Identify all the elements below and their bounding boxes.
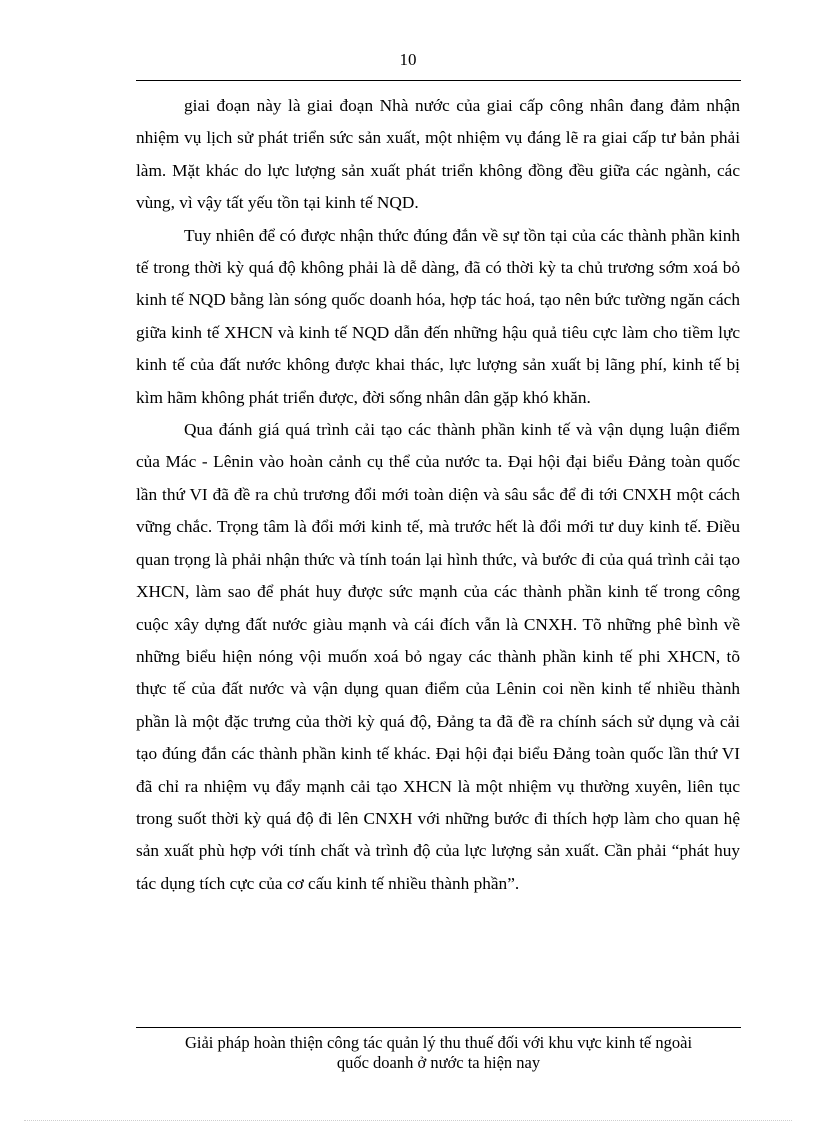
page-number: 10 xyxy=(399,50,417,69)
header-divider xyxy=(136,80,741,81)
paragraph: Tuy nhiên để có được nhận thức đúng đắn về sự tồn tại của các thành phần kinh tế trong thời kỳ quá độ không phải là dễ dàng, đã có thời kỳ ta chủ trương sớm xoá bỏ kinh tế NQD bằng làn sóng quốc doanh hóa, hợp tác hoá, tạo nên bức tường ngăn cách giữa kinh tế XHCN và kinh tế NQD dẫn đến những hậu quả tiêu cực làm cho tiềm lực kinh tế của đất nước không được khai thác, lực lượng sản xuất bị lãng phí, kinh tế bị kìm hãm không phát triển được, đời sống nhân dân gặp khó khăn. xyxy=(136,225,740,407)
footer-divider xyxy=(136,1027,741,1028)
footer-line-1: Giải pháp hoàn thiện công tác quản lý thu thuế đối với khu vực kinh tế ngoài xyxy=(184,1033,693,1052)
paragraph-continuation: giai đoạn này là giai đoạn Nhà nước của giai cấp công nhân đang đảm nhận nhiệm vụ lịch sử phát triển sức sản xuất, một nhiệm vụ đáng lẽ ra giai cấp tư bản phải làm. Mặt khác do lực lượng sản xuất phát triển không đồng đều giữa các ngành, các vùng, vì vậy tất yếu tồn tại kinh tế NQD. xyxy=(136,96,740,213)
page-bottom-edge xyxy=(24,1120,792,1121)
document-body xyxy=(136,90,740,900)
running-footer xyxy=(136,1033,741,1073)
footer-line-2: quốc doanh ở nước ta hiện nay xyxy=(336,1053,541,1072)
paragraph: Qua đánh giá quá trình cải tạo các thành phần kinh tế và vận dụng luận điểm của Mác - Lênin vào hoàn cảnh cụ thể của nước ta. Đại hội đại biểu Đảng toàn quốc lần thứ VI đã đề ra chủ trương đổi mới toàn diện và sâu sắc để đi tới CNXH một cách vững chắc. Trọng tâm là đổi mới kinh tế, mà trước hết là đổi mới tư duy kinh tế. Điều quan trọng là phải nhận thức và tính toán lại hình thức, và bước đi của quá trình cải tạo XHCN, làm sao để phát huy được sức mạnh của các thành phần kinh tế trong công cuộc xây dựng đất nước giàu mạnh và cái đích vẫn là CNXH. Tõ những phê bình về những biểu hiện nóng vội muốn xoá bỏ ngay các thành phần kinh tế phi XHCN, tõ thực tế của đất nước và vận dụng quan điểm của Lênin coi nền kinh tế nhiều thành phần là một đặc trưng của thời kỳ quá độ, Đảng ta đã đề ra chính sách sử dụng và cải tạo đúng đắn các thành phần kinh tế khác. Đại hội đại biểu Đảng toàn quốc lần thứ VI đã chỉ ra nhiệm vụ đẩy mạnh cải tạo XHCN là một nhiệm vụ thường xuyên, liên tục trong suốt thời kỳ quá độ đi lên CNXH với những bước đi thích hợp làm cho quan hệ sản xuất phù hợp với tính chất và trình độ của lực lượng sản xuất. Cần phải “phát huy tác dụng tích cực của cơ cấu kinh tế nhiều thành phần”. xyxy=(136,420,740,893)
